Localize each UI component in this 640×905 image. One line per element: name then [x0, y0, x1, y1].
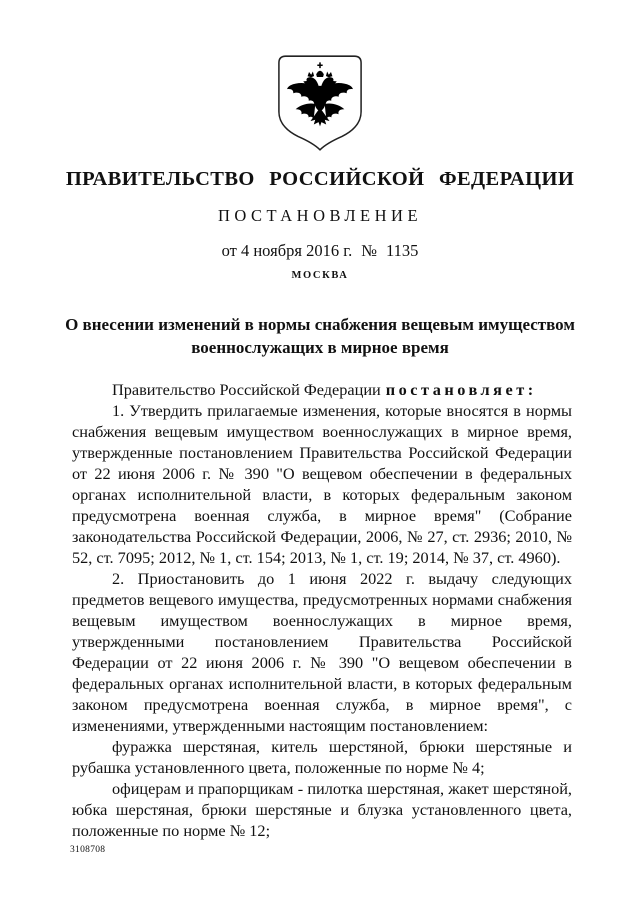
body-paragraph: 2. Приостановить до 1 июня 2022 г. выдачу следующих предметов вещевого имущества, предусмотренных нормами снабжения вещевым имуществом военнослужащих в мирное время, утвержденными постановлением Правительства Российской Федерации от 22 июня 2006 г. № 390 "О вещевом обеспечении в федеральных органах исполнительной власти, в которых федеральным законом предусмотрена военная служба, в мирное время", с изменениями, утвержденными настоящим постановлением:	[72, 569, 572, 735]
authority-name: ПРАВИТЕЛЬСТВО РОССИЙСКОЙ ФЕДЕРАЦИИ	[65, 168, 575, 190]
number-sign: №	[361, 241, 377, 260]
document-date: от 4 ноября 2016 г.	[221, 241, 353, 260]
intro-text: Правительство Российской Федерации	[112, 380, 381, 399]
document-title-line: военнослужащих в мирное время	[191, 338, 449, 357]
document-title	[0, 313, 640, 359]
body-paragraph: 1. Утвердить прилагаемые изменения, которые вносятся в нормы снабжения вещевым имуществом военнослужащих в мирное время, утвержденные постановлением Правительства Российской Федерации от 22 июня 2006 г. № 390 "О вещевом обеспечении в федеральных органах исполнительной власти, в которых федеральным законом предусмотрена военная служба, в мирное время" (Собрание законодательства Российской Федерации, 2006, № 27, ст. 2936; 2010, № 52, ст. 7095; 2012, № 1, ст. 154; 2013, № 1, ст. 19; 2014, № 37, ст. 4960).	[72, 401, 572, 567]
body-paragraph: фуражка шерстяная, китель шерстяной, брюки шерстяные и рубашка установленного цвета, положенные по норме № 4;	[72, 737, 572, 777]
date-number-line	[0, 241, 640, 261]
intro-paragraph	[72, 379, 572, 400]
document-code: 3108708	[70, 845, 106, 855]
document-number: 1135	[385, 241, 419, 260]
coat-of-arms-icon	[277, 54, 363, 152]
body-paragraph: офицерам и прапорщикам - пилотка шерстяная, жакет шерстяной, юбка шерстяная, брюки шерстяные и блузка установленного цвета, положенные по норме № 12;	[72, 779, 572, 840]
document-body	[72, 379, 572, 841]
city-name: МОСКВА	[291, 270, 349, 281]
document-type: ПОСТАНОВЛЕНИЕ	[217, 206, 423, 225]
document-title-line: О внесении изменений в нормы снабжения вещевым имуществом	[65, 315, 575, 334]
decree-verb: постановляет:	[385, 380, 537, 399]
